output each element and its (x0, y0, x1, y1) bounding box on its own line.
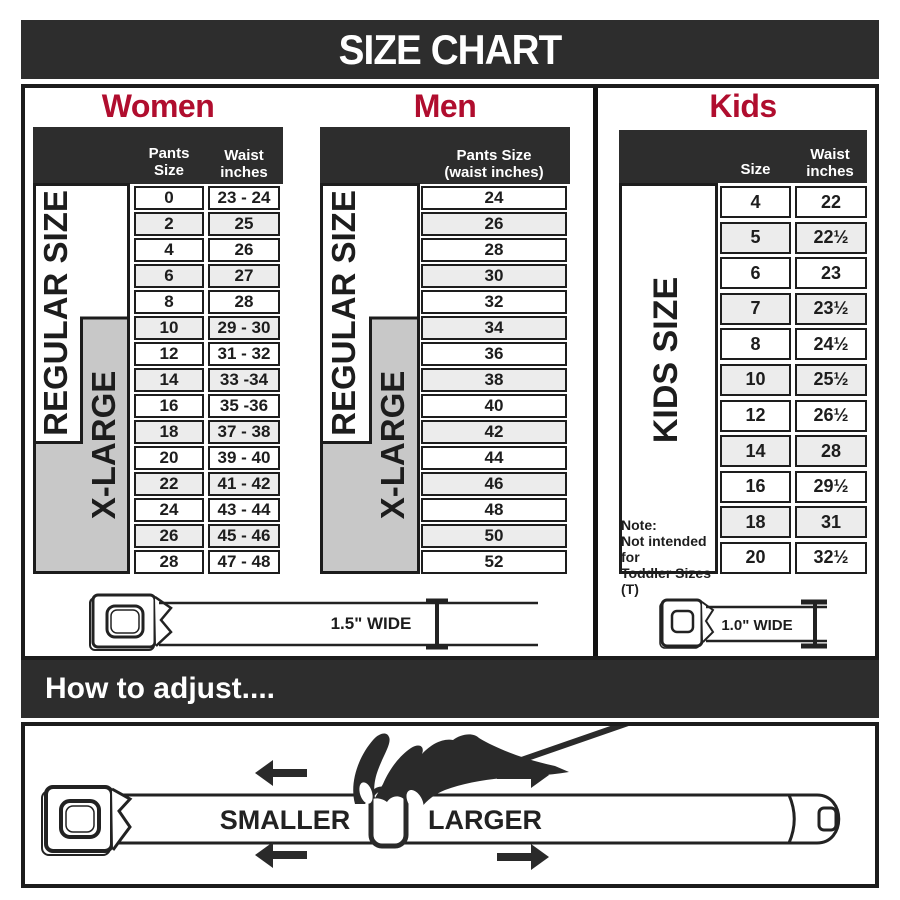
men-table-header (320, 127, 570, 184)
men-col-header: Pants Size (waist inches) (444, 147, 544, 181)
table-cell: 0 (134, 186, 204, 210)
kids-size-label: KIDS SIZE (647, 276, 685, 444)
table-cell: 28 (208, 290, 280, 314)
table-cell: 23 (795, 257, 867, 289)
table-cell: 23 - 24 (208, 186, 280, 210)
table-cell: 24½ (795, 328, 867, 360)
men-size-range-diagram (320, 183, 420, 574)
size-tables-panel (21, 84, 879, 660)
kids-col2-header: Waist inches (806, 146, 854, 180)
table-row (720, 506, 867, 538)
table-row (421, 316, 567, 340)
table-cell: 31 - 32 (208, 342, 280, 366)
table-cell: 26 (421, 212, 567, 236)
table-cell: 18 (134, 420, 204, 444)
kids-size-range-diagram (619, 183, 718, 574)
table-row (134, 524, 280, 548)
table-row (134, 550, 280, 574)
table-cell: 36 (421, 342, 567, 366)
how-to-adjust-bar (21, 660, 879, 718)
table-cell: 20 (720, 542, 791, 574)
table-cell: 26 (208, 238, 280, 262)
women-xlarge-label: X-LARGE (85, 370, 122, 520)
table-cell: 16 (720, 471, 791, 503)
women-size-range-diagram (33, 183, 130, 574)
table-cell: 43 - 44 (208, 498, 280, 522)
table-cell: 4 (134, 238, 204, 262)
arrow-right-icon (497, 844, 549, 870)
table-cell: 14 (134, 368, 204, 392)
kids-size-table (720, 186, 867, 574)
table-row (421, 498, 567, 522)
table-cell: 5 (720, 222, 791, 254)
women-regular-size-label: REGULAR SIZE (37, 190, 74, 436)
table-cell: 22 (795, 186, 867, 218)
table-row (134, 472, 280, 496)
belt-tip-hole (819, 808, 836, 830)
table-cell: 31 (795, 506, 867, 538)
table-row (134, 186, 280, 210)
table-cell: 18 (720, 506, 791, 538)
kids-table-header (619, 130, 867, 183)
table-cell: 26 (134, 524, 204, 548)
table-cell: 25½ (795, 364, 867, 396)
table-cell: 24 (421, 186, 567, 210)
table-row (720, 293, 867, 325)
table-cell: 26½ (795, 400, 867, 432)
table-cell: 28 (134, 550, 204, 574)
table-row (134, 446, 280, 470)
table-row (134, 238, 280, 262)
table-cell: 34 (421, 316, 567, 340)
table-cell: 32 (421, 290, 567, 314)
table-cell: 47 - 48 (208, 550, 280, 574)
buckle-latch (112, 789, 130, 850)
table-row (421, 394, 567, 418)
table-cell: 46 (421, 472, 567, 496)
kids-belt-width-diagram (650, 588, 860, 660)
adult-belt-width-diagram (33, 588, 578, 660)
women-size-table (134, 186, 280, 574)
table-cell: 38 (421, 368, 567, 392)
table-cell: 32½ (795, 542, 867, 574)
table-cell: 23½ (795, 293, 867, 325)
table-row (720, 364, 867, 396)
table-cell: 50 (421, 524, 567, 548)
adjust-illustration-panel (21, 722, 879, 888)
women-table-header (33, 127, 283, 184)
table-row (134, 368, 280, 392)
table-cell: 48 (421, 498, 567, 522)
table-cell: 16 (134, 394, 204, 418)
table-cell: 37 - 38 (208, 420, 280, 444)
table-cell: 29 - 30 (208, 316, 280, 340)
table-cell: 10 (134, 316, 204, 340)
table-row (134, 316, 280, 340)
table-cell: 33 -34 (208, 368, 280, 392)
panel-divider (593, 88, 598, 656)
kids-note: Note: Not intended for Toddler Sizes (T) (621, 517, 711, 597)
table-row (720, 542, 867, 574)
table-row (421, 186, 567, 210)
page-title: SIZE CHART (338, 25, 562, 73)
table-cell: 6 (134, 264, 204, 288)
table-cell: 8 (134, 290, 204, 314)
table-cell: 52 (421, 550, 567, 574)
table-row (720, 328, 867, 360)
men-xlarge-label: X-LARGE (374, 370, 411, 520)
table-cell: 8 (720, 328, 791, 360)
table-row (421, 446, 567, 470)
men-size-table (421, 186, 567, 574)
table-row (421, 264, 567, 288)
arrow-left-icon (255, 842, 307, 868)
table-row (720, 222, 867, 254)
table-row (421, 212, 567, 236)
table-cell: 40 (421, 394, 567, 418)
men-heading: Men (413, 88, 477, 124)
table-cell: 12 (720, 400, 791, 432)
women-col1-header: Pants Size (148, 145, 190, 179)
table-row (134, 342, 280, 366)
table-row (134, 394, 280, 418)
buckle-latch (155, 597, 171, 646)
table-cell: 7 (720, 293, 791, 325)
table-row (421, 420, 567, 444)
table-cell: 2 (134, 212, 204, 236)
table-cell: 20 (134, 446, 204, 470)
table-cell: 28 (795, 435, 867, 467)
table-cell: 35 -36 (208, 394, 280, 418)
table-row (421, 524, 567, 548)
table-row (720, 400, 867, 432)
table-cell: 29½ (795, 471, 867, 503)
table-row (134, 498, 280, 522)
table-row (421, 472, 567, 496)
table-cell: 28 (421, 238, 567, 262)
kids-belt-width-label: 1.0" WIDE (721, 617, 793, 634)
kids-heading: Kids (709, 88, 777, 124)
table-cell: 14 (720, 435, 791, 467)
smaller-label: SMALLER (219, 805, 351, 835)
table-row (134, 420, 280, 444)
table-cell: 45 - 46 (208, 524, 280, 548)
table-cell: 27 (208, 264, 280, 288)
table-row (720, 435, 867, 467)
table-cell: 42 (421, 420, 567, 444)
table-cell: 30 (421, 264, 567, 288)
table-cell: 41 - 42 (208, 472, 280, 496)
arrow-left-icon (255, 760, 307, 786)
table-cell: 25 (208, 212, 280, 236)
table-row (421, 368, 567, 392)
women-heading: Women (101, 88, 215, 124)
table-row (720, 471, 867, 503)
table-row (421, 290, 567, 314)
table-cell: 24 (134, 498, 204, 522)
how-to-adjust-heading: How to adjust.... (45, 672, 275, 705)
table-cell: 12 (134, 342, 204, 366)
table-row (134, 264, 280, 288)
table-row (134, 212, 280, 236)
table-cell: 6 (720, 257, 791, 289)
table-cell: 39 - 40 (208, 446, 280, 470)
table-cell: 10 (720, 364, 791, 396)
table-row (421, 342, 567, 366)
table-cell: 44 (421, 446, 567, 470)
table-row (421, 238, 567, 262)
men-regular-size-label: REGULAR SIZE (325, 190, 362, 436)
table-cell: 22½ (795, 222, 867, 254)
table-cell: 22 (134, 472, 204, 496)
table-cell: 4 (720, 186, 791, 218)
women-col2-header: Waist inches (220, 147, 268, 181)
table-row (720, 257, 867, 289)
table-row (421, 550, 567, 574)
table-row (720, 186, 867, 218)
adult-belt-width-label: 1.5" WIDE (330, 614, 412, 633)
table-row (134, 290, 280, 314)
kids-col1-header: Size (740, 161, 771, 178)
title-bar (21, 20, 879, 79)
larger-label: LARGER (428, 805, 542, 835)
